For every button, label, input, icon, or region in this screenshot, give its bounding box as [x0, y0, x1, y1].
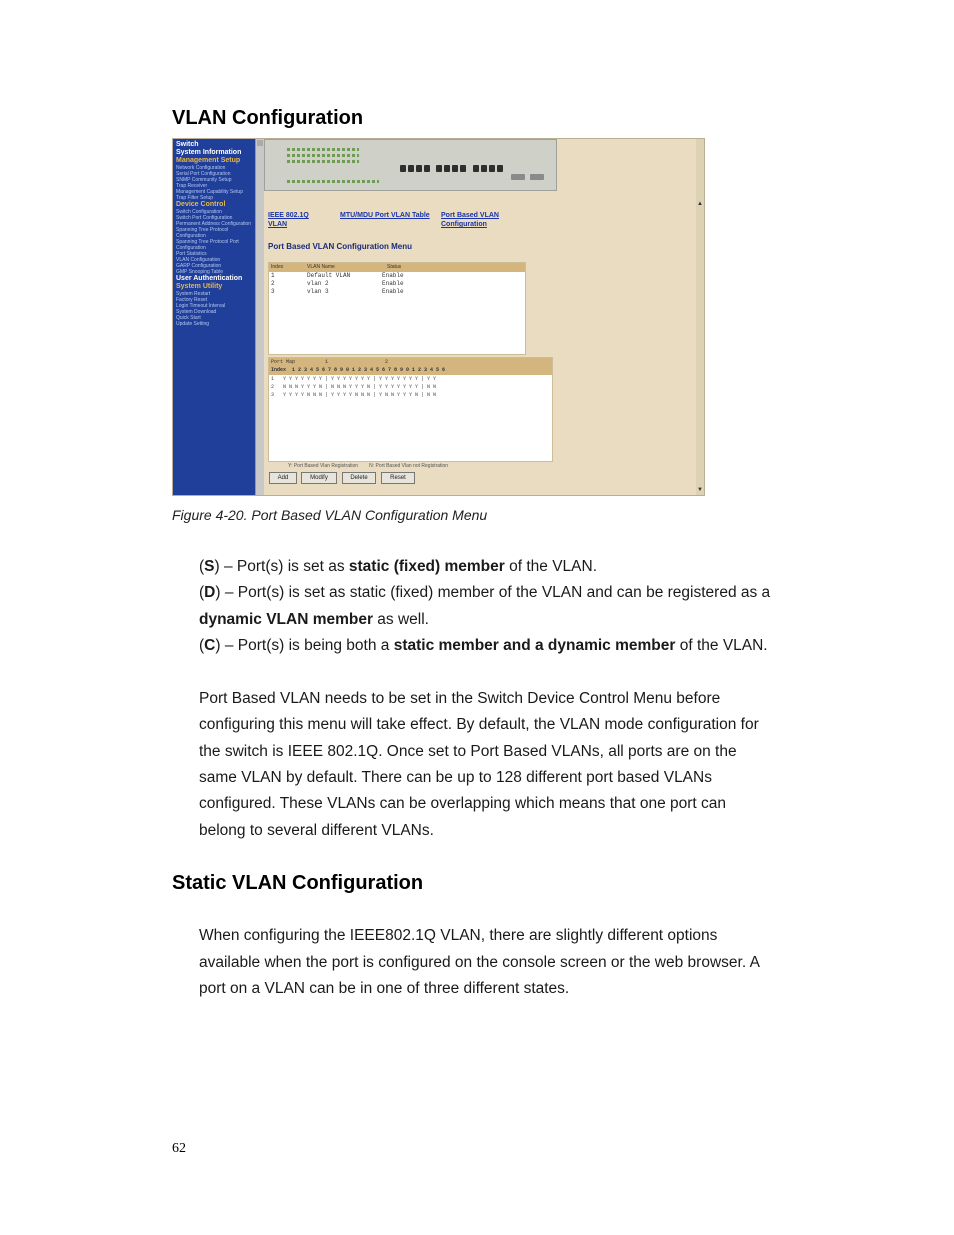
sidebar-section-management-setup[interactable]: Management Setup — [176, 157, 241, 164]
paragraph-line: belong to several different VLANs. — [199, 822, 434, 839]
sidebar-item-network-configuration[interactable]: Network Configuration — [176, 165, 226, 171]
paragraph-line: same VLAN by default. There can be up to 128 different port based VLANs — [199, 769, 712, 786]
section-heading-vlan-configuration: VLAN Configuration — [172, 107, 364, 129]
table-row[interactable] — [269, 280, 525, 288]
ethernet-port-icon — [460, 165, 466, 172]
ethernet-port-icon — [444, 165, 450, 172]
sidebar-item-gmp-snooping-table[interactable]: GMP Snooping Table — [176, 269, 224, 275]
page-number: 62 — [172, 1141, 186, 1156]
port-map-header-bottom: Index 1 2 3 4 5 6 7 8 9 0 1 2 3 4 5 6 7 8 9 0 1 2 3 4 5 6 — [271, 367, 446, 373]
sidebar-item-garp-configuration[interactable]: GARP Configuration — [176, 263, 222, 269]
figure-caption: Figure 4-20. Port Based VLAN Configuration Menu — [172, 507, 488, 523]
sidebar-scrollbar[interactable] — [255, 139, 264, 496]
sidebar-item-port-statistics[interactable]: Port Statistics — [176, 251, 207, 257]
section-heading-static-vlan-configuration: Static VLAN Configuration — [172, 872, 424, 894]
sidebar-nav — [173, 139, 255, 496]
menu-title: Port Based VLAN Configuration Menu — [268, 242, 412, 251]
definition-text: as well. — [373, 611, 429, 628]
scroll-down-arrow-icon[interactable]: ▼ — [697, 487, 703, 493]
ethernet-port-icon — [400, 165, 406, 172]
sidebar-item-system-restart[interactable]: System Restart — [176, 291, 211, 297]
port-map-table[interactable] — [268, 357, 553, 462]
modify-button[interactable]: Modify — [301, 472, 337, 484]
paragraph-line: the switch is IEEE 802.1Q. Once set to Port Based VLANs, all ports are on the — [199, 743, 737, 760]
scroll-up-arrow-icon[interactable]: ▲ — [697, 201, 703, 207]
definition-d-continued — [199, 611, 429, 629]
cell-status: Enable — [382, 272, 404, 279]
cell-index: 1 — [271, 272, 275, 279]
port-map-header — [269, 358, 552, 375]
cell-index: 3 — [271, 288, 275, 295]
sidebar-item-spanning-tree-protocol-port-configuration[interactable]: Spanning Tree Protocol Port Configuration — [176, 239, 239, 251]
cell-index: 2 — [271, 280, 275, 287]
paragraph-line: available when the port is configured on the console screen or the web browser. A — [199, 954, 760, 971]
ethernet-port-icon — [481, 165, 487, 172]
sidebar-item-quick-start[interactable]: Quick Start — [176, 315, 201, 321]
port-map-row[interactable]: 1 Y Y Y Y Y Y Y | Y Y Y Y Y Y Y | Y Y Y Y Y Y Y | Y Y — [271, 376, 437, 382]
sidebar-item-serial-port-configuration[interactable]: Serial Port Configuration — [176, 171, 231, 177]
led-row — [287, 154, 359, 157]
definition-letter: D — [204, 584, 216, 601]
definition-s: (S) – Port(s) is set as static (fixed) member of the VLAN. — [199, 558, 598, 575]
sidebar-item-factory-reset[interactable]: Factory Reset — [176, 297, 208, 303]
sidebar-item-management-capability-setup[interactable]: Management Capability Setup — [176, 189, 243, 195]
uplink-port-icon — [530, 174, 544, 180]
sidebar-item-vlan-configuration[interactable]: VLAN Configuration — [176, 257, 221, 263]
port-based-vlan-screenshot — [172, 138, 705, 496]
ethernet-port-icon — [497, 165, 503, 172]
definition-bold: static (fixed) member — [348, 558, 505, 575]
led-row — [287, 180, 379, 183]
cell-vlan-name: vlan 3 — [307, 288, 329, 295]
link-ieee-802-1q-vlan[interactable]: IEEE 802.1Q VLAN — [268, 212, 309, 228]
reset-button[interactable]: Reset — [381, 472, 415, 484]
definition-bold: dynamic VLAN member — [199, 611, 373, 628]
sidebar-item-switch[interactable]: Switch — [176, 141, 199, 148]
column-header-status: Status — [387, 264, 402, 270]
table-row[interactable] — [269, 288, 525, 296]
sidebar-item-switch-configuration[interactable]: Switch Configuration — [176, 209, 222, 215]
sidebar-item-system-download[interactable]: System Download — [176, 309, 217, 315]
cell-vlan-name: Default VLAN — [307, 272, 351, 279]
definition-letter: C — [204, 637, 216, 654]
link-mtu-mdu-port-vlan-table[interactable]: MTU/MDU Port VLAN Table — [340, 212, 430, 219]
definition-d: (D) – Port(s) is set as static (fixed) member of the VLAN and can be registered as a — [199, 584, 771, 601]
port-map-header-top: Port Map 1 2 — [271, 359, 389, 365]
sidebar-section-device-control[interactable]: Device Control — [176, 201, 226, 208]
led-row — [287, 160, 359, 163]
switch-front-panel-image — [264, 139, 557, 191]
sidebar-item-trap-receiver[interactable]: Trap Receiver — [176, 183, 208, 189]
definition-text: of the VLAN. — [675, 637, 768, 654]
port-map-row[interactable]: 3 Y Y Y Y N N N | Y Y Y Y N N N | Y N N Y Y Y N | N N — [271, 392, 437, 398]
page-scrollbar[interactable] — [696, 139, 704, 496]
sidebar-item-snmp-community-setup[interactable]: SNMP Community Setup — [176, 177, 232, 183]
ethernet-port-icon — [489, 165, 495, 172]
definition-text: of the VLAN. — [504, 558, 598, 575]
paragraph-line: configuring this menu will take effect. By default, the VLAN mode configuration for — [199, 716, 759, 733]
definition-text: ) – Port(s) is set as static (fixed) member of the VLAN and can be registered as a — [215, 584, 771, 601]
cell-vlan-name: vlan 2 — [307, 280, 329, 287]
ethernet-port-icon — [452, 165, 458, 172]
ethernet-port-icon — [473, 165, 479, 172]
vlan-list-table[interactable] — [268, 262, 526, 355]
cell-status: Enable — [382, 280, 404, 287]
sidebar-item-trap-filter-setup[interactable]: Trap Filter Setup — [176, 195, 214, 201]
definition-letter: S — [204, 558, 215, 575]
sidebar-item-spanning-tree-protocol-configuration[interactable]: Spanning Tree Protocol Configuration — [176, 227, 229, 239]
sidebar-item-login-timeout-interval[interactable]: Login Timeout Interval — [176, 303, 226, 309]
paragraph-line: port on a VLAN can be in one of three different states. — [199, 980, 570, 997]
column-header-index: Index — [271, 264, 284, 270]
definition-bold: static member and a dynamic member — [393, 637, 676, 654]
ethernet-port-icon — [424, 165, 430, 172]
add-button[interactable]: Add — [269, 472, 297, 484]
paragraph-line: When configuring the IEEE802.1Q VLAN, there are slightly different options — [199, 927, 718, 944]
paragraph-line: configured. These VLANs can be overlapping which means that one port can — [199, 795, 727, 812]
sidebar-item-update-setting[interactable]: Update Setting — [176, 321, 210, 327]
paragraph-line: Port Based VLAN needs to be set in the Switch Device Control Menu before — [199, 690, 721, 707]
definition-c: (C) – Port(s) is being both a static member and a dynamic member of the VLAN. — [199, 637, 768, 654]
cell-status: Enable — [382, 288, 404, 295]
port-map-legend: Y: Port Based Vlan Registration N: Port Based Vlan not Registration — [288, 463, 449, 469]
sidebar-item-user-authentication[interactable]: User Authentication — [176, 275, 243, 282]
ethernet-port-icon — [416, 165, 422, 172]
led-row — [287, 148, 359, 151]
delete-button[interactable]: Delete — [342, 472, 376, 484]
sidebar-item-system-information[interactable]: System Information — [176, 149, 242, 156]
link-port-based-vlan-configuration[interactable]: Port Based VLAN Configuration — [441, 212, 499, 228]
table-row[interactable] — [269, 272, 525, 280]
ethernet-port-icon — [408, 165, 414, 172]
uplink-port-icon — [511, 174, 525, 180]
table-header — [269, 263, 525, 272]
definition-text: ) – Port(s) is being both a — [215, 637, 394, 654]
sidebar-item-switch-port-configuration[interactable]: Switch Port Configuration — [176, 215, 233, 221]
definition-text: ) – Port(s) is set as — [214, 558, 349, 575]
column-header-vlan-name: VLAN Name — [307, 264, 335, 270]
ethernet-port-icon — [436, 165, 442, 172]
sidebar-section-system-utility[interactable]: System Utility — [176, 283, 223, 290]
port-map-row[interactable]: 2 N N N Y Y Y N | N N N Y Y Y N | Y Y Y Y Y Y Y | N N — [271, 384, 437, 390]
sidebar-item-permanent-address-configuration[interactable]: Permanent Address Configuration — [176, 221, 252, 227]
